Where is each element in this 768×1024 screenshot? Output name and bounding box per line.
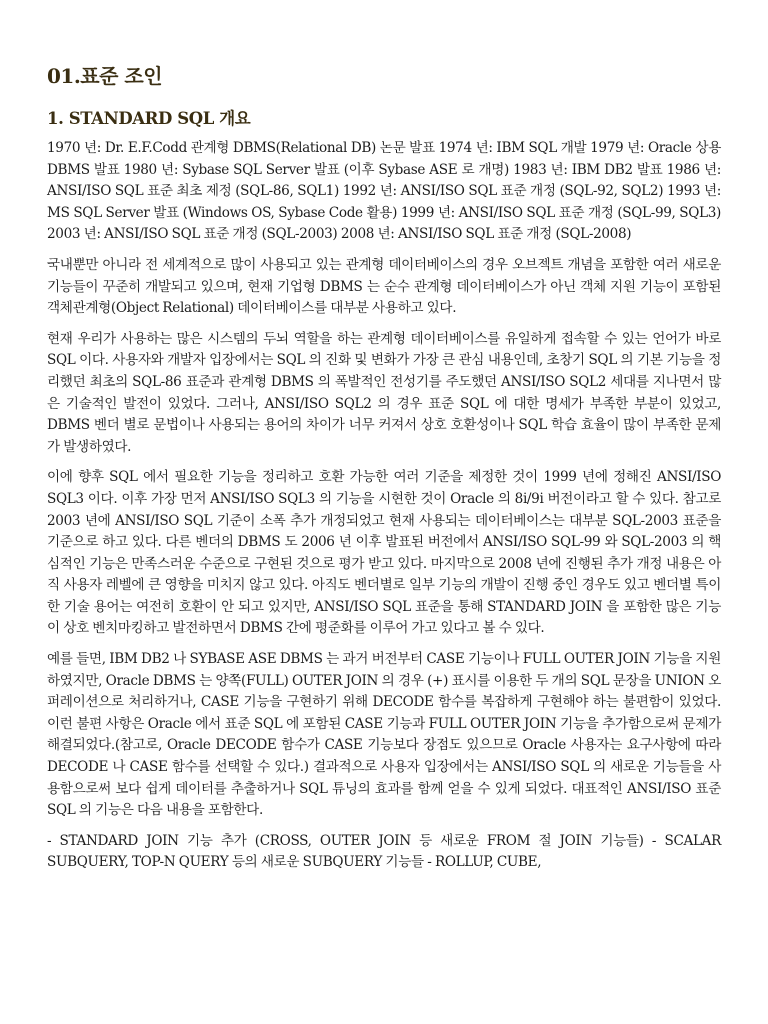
paragraph-sql-history: 1970 년: Dr. E.F.Codd 관계형 DBMS(Relational DB) 논문 발표 1974 년: IBM SQL 개발 1979 년: Oracle 상용 DBMS 발표 1980 년: Sybase SQL Server 발표 (이후 Sybase ASE 로 개명) 1983 년: IBM DB2 발표 1986 년: ANSI/ISO SQL 표준 최초 제정 (SQL-86, SQL1) 1992 년: ANSI/ISO SQL 표준 개정 (SQL-92, SQL2) 1993 년: MS SQL Server 발표 (Windows OS, Sybase Code 활용) 1999 년: ANSI/ISO SQL 표준 개정 (SQL-99, SQL3) 2003 년: ANSI/ISO SQL 표준 개정 (SQL-2003) 2008 년: ANSI/ISO SQL 표준 개정 (SQL-2008)	[47, 140, 721, 243]
chapter-title: 01.표준 조인	[47, 64, 163, 88]
section-title: 1. STANDARD SQL 개요	[47, 109, 251, 128]
paragraph-object-relational: 국내뿐만 아니라 전 세계적으로 많이 사용되고 있는 관계형 데이터베이스의 경우 오브젝트 개념을 포함한 여러 새로운 기능들이 꾸준히 개발되고 있으며, 현재 기업형 DBMS 는 순수 관계형 데이터베이스가 아닌 객체 지원 기능이 포함된 객체관계형(Object Relational) 데이터베이스를 대부분 사용하고 있다.	[47, 256, 721, 317]
paragraph-feature-list: - STANDARD JOIN 기능 추가 (CROSS, OUTER JOIN 등 새로운 FROM 절 JOIN 기능들) - SCALAR SUBQUERY, TOP-N QUERY 등의 새로운 SUBQUERY 기능들 - ROLLUP, CUBE,	[47, 832, 721, 871]
paragraph-sql-evolution: 현재 우리가 사용하는 많은 시스템의 두뇌 역할을 하는 관계형 데이터베이스를 유일하게 접속할 수 있는 언어가 바로 SQL 이다. 사용자와 개발자 입장에서는 SQL 의 진화 및 변화가 가장 큰 관심 내용인데, 초창기 SQL 의 기본 기능을 정리했던 최초의 SQL-86 표준과 관계형 DBMS 의 폭발적인 전성기를 주도했던 ANSI/ISO SQL2 세대를 지나면서 많은 기술적인 발전이 있었다. 그러나, ANSI/ISO SQL2 의 경우 표준 SQL 에 대한 명세가 부족한 부분이 있었고, DBMS 벤더 별로 문법이나 사용되는 용어의 차이가 너무 커져서 상호 호환성이나 SQL 학습 효율이 많이 부족한 문제가 발생하였다.	[47, 330, 721, 455]
document-page	[47, 60, 721, 883]
paragraph-sql3-standard: 이에 향후 SQL 에서 필요한 기능을 정리하고 호환 가능한 여러 기준을 제정한 것이 1999 년에 정해진 ANSI/ISO SQL3 이다. 이후 가장 먼저 ANSI/ISO SQL3 의 기능을 시현한 것이 Oracle 의 8i/9i 버전이라고 할 수 있다. 참고로 2003 년에 ANSI/ISO SQL 기준이 소폭 추가 개정되었고 현재 사용되는 데이터베이스는 대부분 SQL-2003 표준을 기준으로 하고 있다. 다른 벤더의 DBMS 도 2006 년 이후 발표된 버전에서 ANSI/ISO SQL-99 와 SQL-2003 의 핵심적인 기능은 만족스러운 수준으로 구현된 것으로 평가 받고 있다. 마지막으로 2008 년에 진행된 추가 개정 내용은 아직 사용자 레벨에 큰 영향을 미치지 않고 있다. 아직도 벤더별로 일부 기능의 개발이 진행 중인 경우도 있고 벤더별 특이한 기술 용어는 여전히 호환이 안 되고 있지만, ANSI/ISO SQL 표준을 통해 STANDARD JOIN 을 포함한 많은 기능이 상호 벤치마킹하고 발전하면서 DBMS 간에 평준화를 이루어 가고 있다고 볼 수 있다.	[47, 469, 721, 637]
paragraph-vendor-examples: 예를 들면, IBM DB2 나 SYBASE ASE DBMS 는 과거 버전부터 CASE 기능이나 FULL OUTER JOIN 기능을 지원하였지만, Oracle DBMS 는 양쪽(FULL) OUTER JOIN 의 경우 (+) 표시를 이용한 두 개의 SQL 문장을 UNION 오퍼레이션으로 처리하거나, CASE 기능을 구현하기 위해 DECODE 함수를 복잡하게 구현해야 하는 불편함이 있었다. 이런 불편 사항은 Oracle 에서 표준 SQL 에 포함된 CASE 기능과 FULL OUTER JOIN 기능을 추가함으로써 문제가 해결되었다.(참고로, Oracle DECODE 함수가 CASE 기능보다 장점도 있으므로 Oracle 사용자는 요구사항에 따라 DECODE 나 CASE 함수를 선택할 수 있다.) 결과적으로 사용자 입장에서는 ANSI/ISO SQL 의 새로운 기능들을 사용함으로써 보다 쉽게 데이터를 추출하거나 SQL 튜닝의 효과를 함께 얻을 수 있게 되었다. 대표적인 ANSI/ISO 표준 SQL 의 기능은 다음 내용을 포함한다.	[47, 651, 721, 819]
